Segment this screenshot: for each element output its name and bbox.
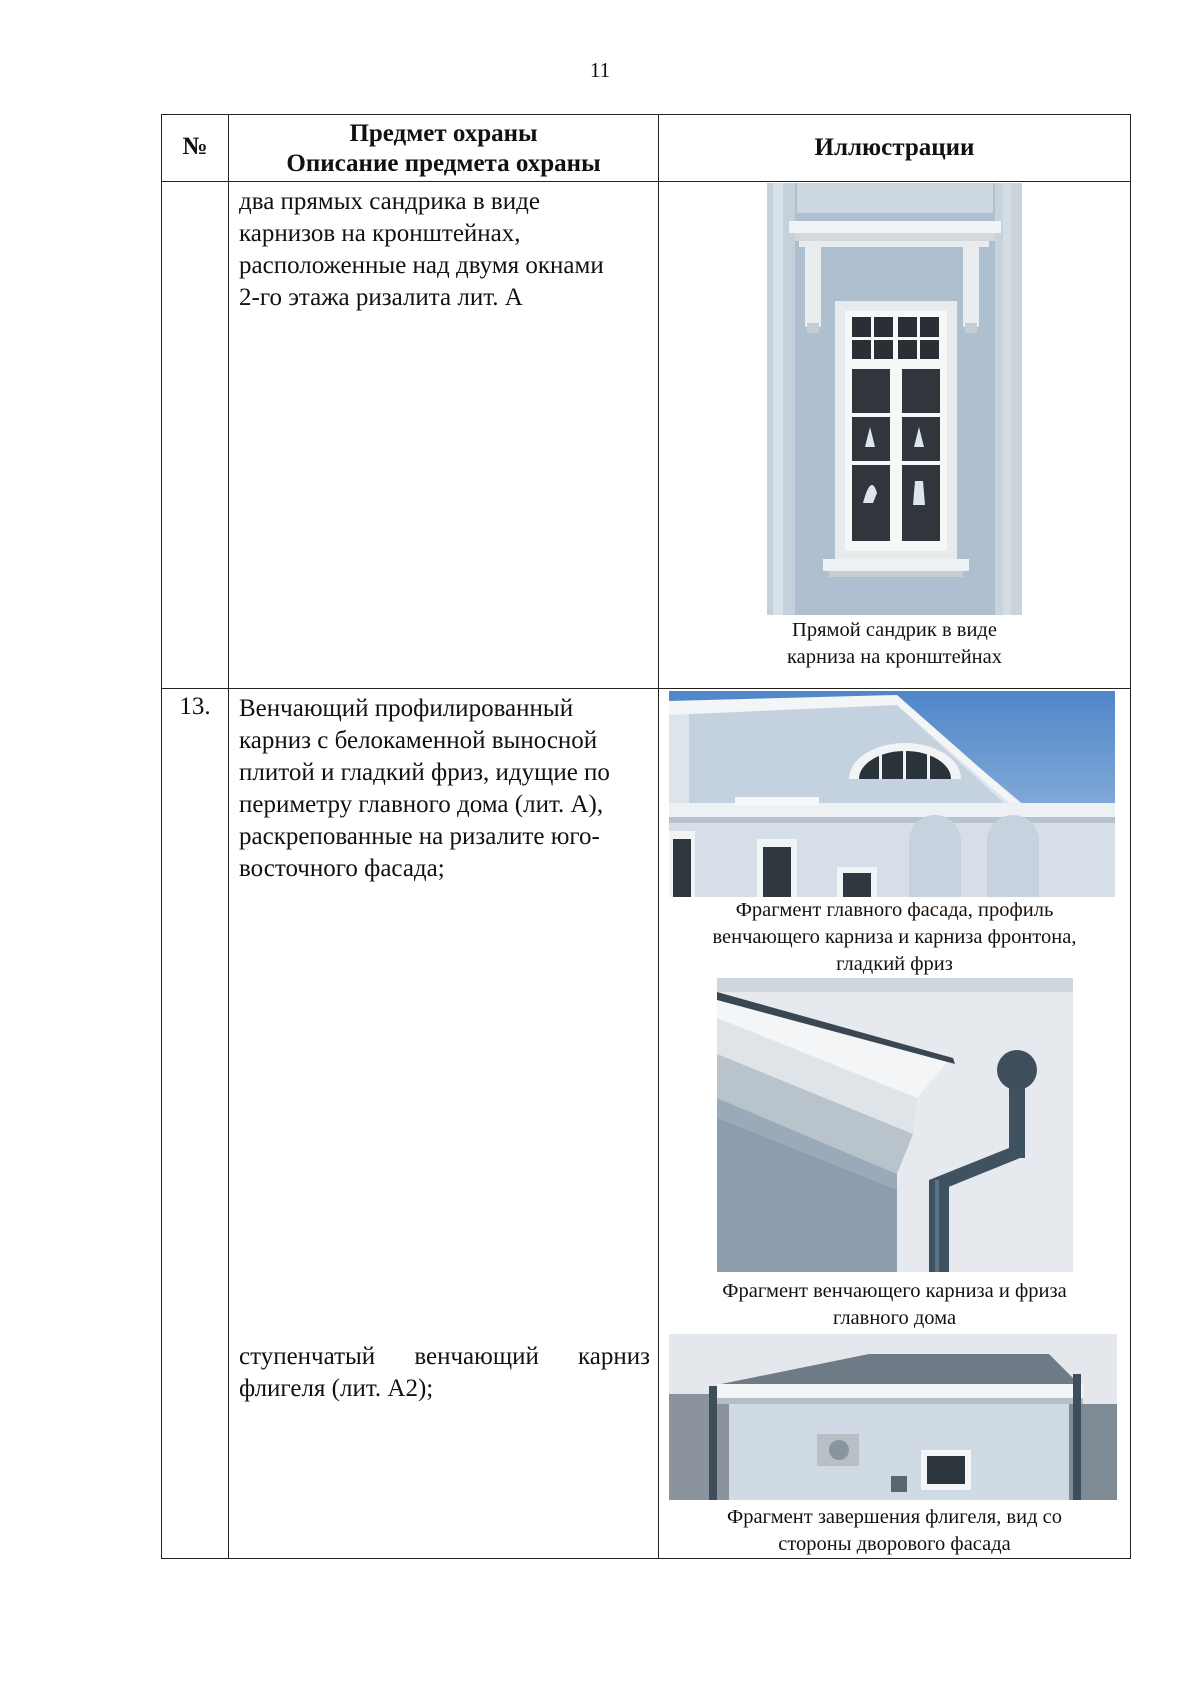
row-number: 13. — [162, 689, 229, 1559]
desc-line: два прямых сандрика в виде — [239, 188, 540, 215]
table-row — [162, 182, 1131, 689]
desc-line: карнизов на кронштейнах, — [239, 220, 521, 247]
desc-line: раскрепованные на ризалите юго- — [239, 823, 600, 850]
protection-table — [161, 114, 1131, 1559]
caption-line: венчающего карниза и карниза фронтона, — [712, 926, 1077, 948]
caption-line: Фрагмент главного фасада, профиль — [735, 899, 1054, 921]
caption-line: карниза на кронштейнах — [786, 646, 1003, 668]
row-description — [229, 182, 659, 689]
desc-line: расположенные над двумя окнами — [239, 252, 604, 279]
row-description — [229, 689, 659, 1559]
caption-line: стороны дворового фасада — [778, 1533, 1011, 1555]
page-number: 11 — [589, 58, 611, 82]
row-number — [162, 182, 229, 689]
illustration-caption — [659, 1504, 1130, 1558]
header-number: № — [162, 115, 229, 182]
window-sandrik-photo — [767, 183, 1022, 615]
desc-line: 2-го этажа ризалита лит. А — [239, 284, 523, 311]
header-illustrations: Иллюстрации — [659, 115, 1131, 182]
row-illustrations — [659, 182, 1131, 689]
table-header-row — [162, 115, 1131, 182]
header-subject — [229, 115, 659, 182]
cornice-frieze-photo — [717, 978, 1073, 1272]
desc-line: карниз с белокаменной выносной — [239, 727, 598, 754]
wing-completion-photo — [669, 1334, 1117, 1500]
caption-line: Фрагмент венчающего карниза и фриза — [722, 1280, 1067, 1302]
header-subject-line2: Описание предмета охраны — [286, 150, 601, 177]
row-illustrations — [659, 689, 1131, 1559]
desc-line: ступенчатый венчающий карниз — [239, 1343, 650, 1370]
caption-line: гладкий фриз — [836, 953, 953, 975]
desc-line: восточного фасада; — [239, 855, 445, 882]
desc-line: флигеля (лит. А2); — [239, 1375, 434, 1402]
illustration-caption — [659, 897, 1130, 978]
row-description-secondary — [239, 1341, 650, 1405]
illustration-caption — [659, 617, 1130, 671]
desc-line: Венчающий профилированный — [239, 695, 574, 722]
desc-line: периметру главного дома (лит. А), — [239, 791, 604, 818]
header-subject-line1: Предмет охраны — [349, 119, 538, 147]
table-row — [162, 689, 1131, 1559]
main-facade-photo — [669, 691, 1115, 897]
desc-line: плитой и гладкий фриз, идущие по — [239, 759, 610, 786]
caption-line: Фрагмент завершения флигеля, вид со — [727, 1506, 1062, 1528]
caption-line: Прямой сандрик в виде — [792, 619, 997, 641]
caption-line: главного дома — [832, 1307, 957, 1329]
illustration-caption — [659, 1278, 1130, 1332]
